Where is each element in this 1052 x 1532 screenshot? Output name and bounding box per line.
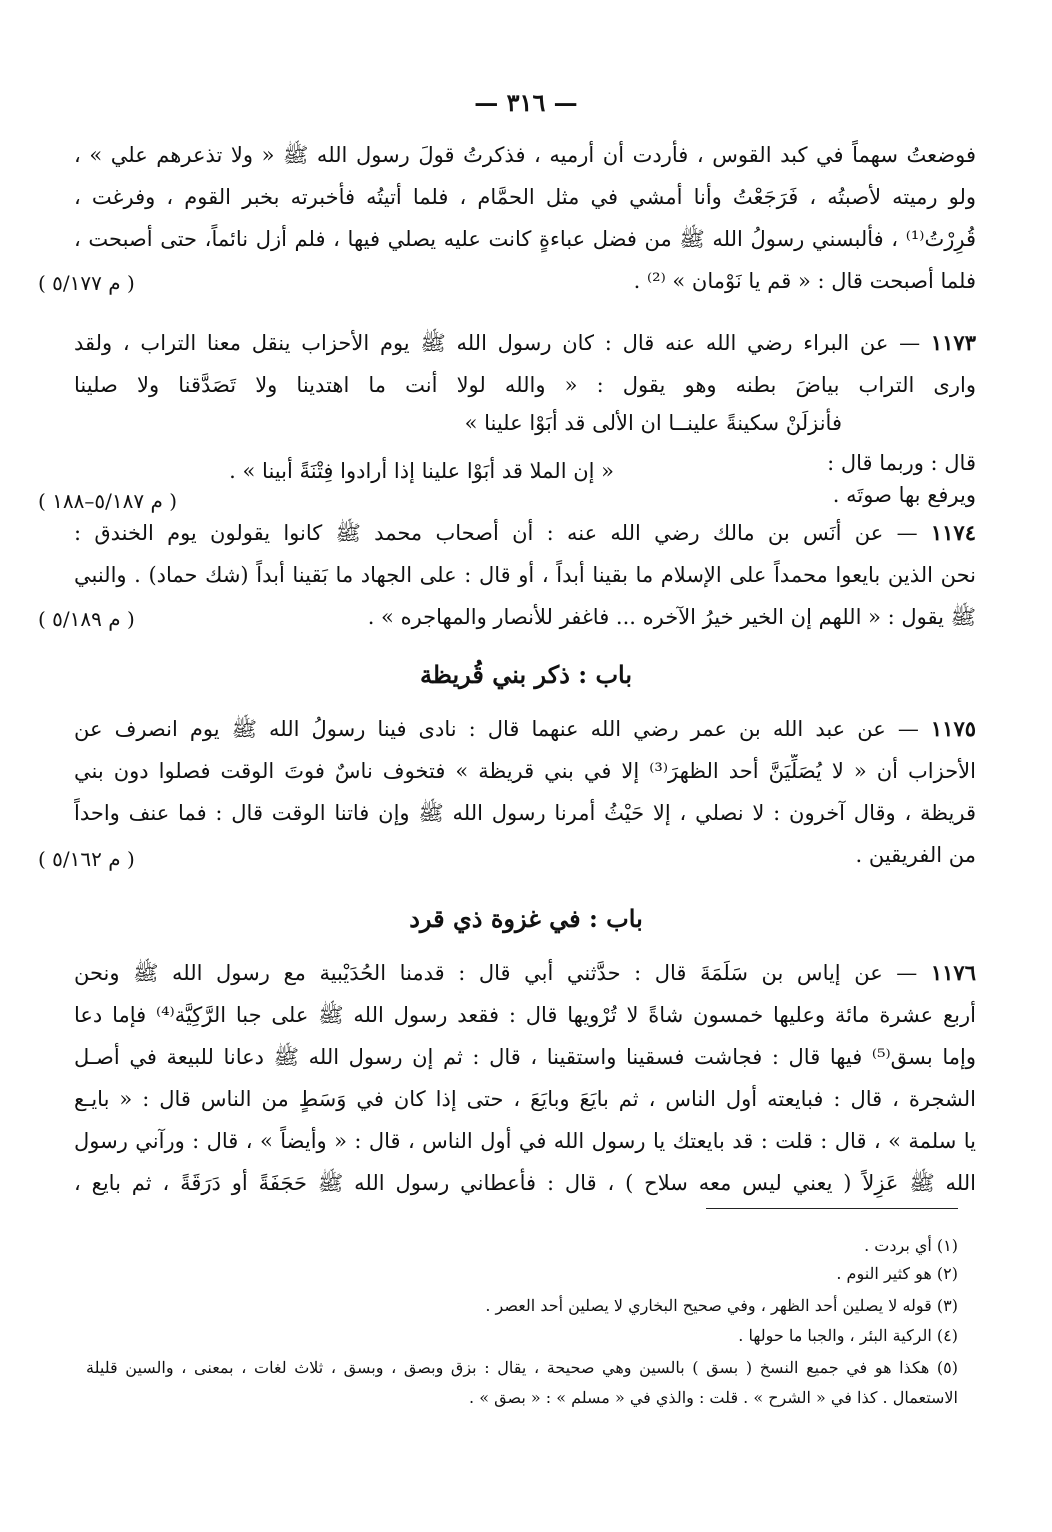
footnote: (٣) قوله لا يصلين أحد الظهر ، وفي صحيح البخاري لا يصلين أحد العصر . — [485, 1296, 958, 1315]
source-reference: ( م ٥/١٦٢ ) — [38, 847, 135, 871]
footnote: الاستعمال . كذا في « الشرح » . قلت : والذي في « مسلم » : « بصق » . — [469, 1388, 958, 1407]
hadith-text: — عن أنَس بن مالك رضي الله عنه : أن أصحاب محمد ﷺ كانوا يقولون يوم الخندق : — [74, 521, 918, 545]
source-reference: ( م ٥/١٨٧–١٨٨ ) — [38, 489, 178, 513]
said-label: قال : وربما قال : — [827, 451, 976, 475]
text-line: ﷺ يقول : « اللهم إن الخير خيرُ الآخره ... فاغفر للأنصار والمهاجره » . — [367, 605, 976, 629]
footnote: (١) أي بردت . — [864, 1236, 958, 1255]
chapter-heading: باب : ذكر بني قُريظة — [419, 660, 633, 689]
hadith-text: — عن عبد الله بن عمر رضي الله عنهما قال : نادى فينا رسولُ الله ﷺ يوم انصرف عن — [74, 717, 919, 741]
text-line: فوضعتُ سهماً في كبد القوس ، فأردت أن أرميه ، فذكرتُ قولَ رسول الله ﷺ « ولا تذعرهم علي » ، — [74, 143, 976, 167]
text-line: قريظة ، وقال آخرون : لا نصلي ، إلا حَيْثُ أمرنا رسول الله ﷺ وإن فاتنا الوقت قال : فما عنف واحداً — [74, 801, 976, 825]
text-line: يا سلمة » ، قال : قلت : قد بايعتك يا رسول الله في أول الناس ، قال : « وأيضاً » ، قال : ورآني رسول — [74, 1129, 976, 1153]
text-line: ولو رميته لأصبتُه ، فَرَجَعْتُ وأنا أمشي في مثل الحمَّام ، فلما أتيتُه فأخبرته بخبر القوم ، وفرغت ، — [74, 185, 976, 209]
text-line: قُرِرْتُ⁽¹⁾ ، فألبسني رسولُ الله ﷺ من فضل عباءةٍ كانت عليه يصلي فيها ، فلم أزل نائماً، حتى أصبحت ، — [74, 227, 976, 251]
text-line: الأحزاب أن « لا يُصَلِّيَنَّ أحد الظهرَ⁽³⁾ إلا في بني قريظة » فتخوف ناسٌ فوتَ الوقت فصلوا دون بني — [74, 759, 976, 783]
hadith-number: ١١٧٦ — [930, 960, 976, 985]
hadith-number: ١١٧٣ — [930, 330, 976, 355]
footnote: (٤) الركية البئر ، والجبا ما حولها . — [738, 1326, 958, 1345]
footnote: (٢) هو كثير النوم . — [836, 1264, 958, 1283]
hadith-text: — عن البراء رضي الله عنه قال : كان رسول الله ﷺ يوم الأحزاب ينقل معنا التراب ، ولقد — [74, 331, 921, 355]
footnote: (٥) هكذا هو في جميع النسخ ( بسق ) بالسين وهي صحيحة ، يقال : بزق وبصق ، وبسق ، ثلاث لغات ، بمعنى ، والسين قليلة — [86, 1358, 958, 1377]
text-line: وارى التراب بياضَ بطنه وهو يقول : « والله لولا أنت ما اهتدينا ولا تَصَدَّقنا ولا صلينا — [74, 373, 976, 397]
text-line: نحن الذين بايعوا محمداً على الإسلام ما بقينا أبداً ، أو قال : على الجهاد ما بَقينا أبداً (شك حماد) . والنبي — [74, 563, 976, 587]
poem-verse: فأنزلَنْ سكينةً علينــا ان الألى قد أبَوْا علينا » — [464, 411, 842, 435]
poem-verse: « إن الملا قد أبَوْا علينا إذا أرادوا فِتْنَةً أبينا » . — [229, 459, 614, 483]
text-line: فلما أصبحت قال : « قم يا نَوْمان » ⁽²⁾ . — [633, 269, 976, 293]
hadith-1173-line — [74, 326, 976, 360]
text-line: الله ﷺ عَزِلاً ( يعني ليس معه سلاح ) ، قال : فأعطاني رسول الله ﷺ حَجَفَةً أو دَرَقَةً ، ثم بايع ، — [74, 1171, 976, 1195]
hadith-1176-line — [74, 956, 976, 990]
hadith-number: ١١٧٤ — [930, 520, 976, 545]
text-line: أربع عشرة مائة وعليها خمسون شاةً لا تُرْويها قال : فقعد رسول الله ﷺ على جبا الرَّكِيَّة⁽⁴⁾ فإما دعا — [74, 1003, 976, 1027]
text-line: ويرفع بها صوتَه . — [832, 483, 976, 507]
hadith-number: ١١٧٥ — [930, 716, 976, 741]
text-line: الشجرة ، قال : فبايعته أول الناس ، ثم بايَعَ وبايَعَ ، حتى إذا كان في وَسَطٍ من الناس قال : « بايـع — [74, 1087, 976, 1111]
hadith-text: — عن إياس بن سَلَمَةَ قال : حدَّثني أبي قال : قدمنا الحُدَيْبية مع رسول الله ﷺ ونحن — [74, 961, 918, 985]
source-reference: ( م ٥/١٨٩ ) — [38, 607, 135, 631]
hadith-1174-line — [74, 516, 976, 550]
hadith-1175-line — [74, 712, 976, 746]
page-number: — ٣١٦ — — [474, 88, 578, 117]
chapter-heading: باب : في غزوة ذي قرد — [409, 904, 643, 933]
source-reference: ( م ٥/١٧٧ ) — [38, 271, 135, 295]
text-line: من الفريقين . — [855, 843, 976, 867]
footnote-divider — [706, 1208, 958, 1209]
text-line: وإما بسق⁽⁵⁾ فيها قال : فجاشت فسقينا واستقينا ، قال : ثم إن رسول الله ﷺ دعانا للبيعة في أصـل — [74, 1045, 976, 1069]
